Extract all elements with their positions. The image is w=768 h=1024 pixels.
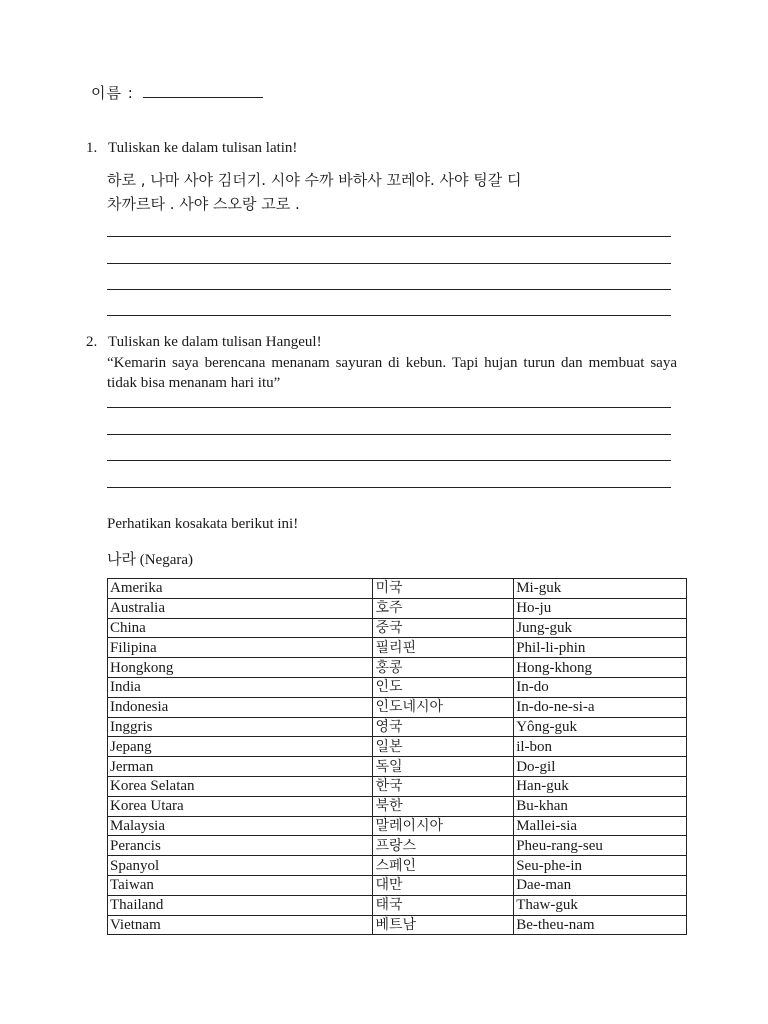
country-indonesian-cell: Malaysia — [108, 816, 373, 836]
name-field-row — [91, 82, 263, 103]
country-romanization-cell: In-do-ne-si-a — [514, 697, 687, 717]
country-hangeul-cell: 일본 — [373, 737, 514, 757]
country-indonesian-cell: Taiwan — [108, 875, 373, 895]
country-hangeul-cell: 홍콩 — [373, 658, 514, 678]
country-indonesian-cell: Australia — [108, 598, 373, 618]
question-1-number: 1. — [86, 140, 98, 156]
question-2-quote: “Kemarin saya berencana menanam sayuran di kebun. Tapi hujan turun dan membuat saya tidak bisa menanam hari itu” — [107, 355, 677, 391]
country-romanization-cell: In-do — [514, 677, 687, 697]
country-romanization-cell: Hong-khong — [514, 658, 687, 678]
country-hangeul-cell: 미국 — [373, 579, 514, 599]
country-romanization-cell: Han-guk — [514, 776, 687, 796]
country-romanization-cell: Yông-guk — [514, 717, 687, 737]
vocab-row — [108, 776, 687, 796]
country-indonesian-cell: Vietnam — [108, 915, 373, 935]
question-2-title — [86, 334, 322, 351]
country-indonesian-cell: China — [108, 618, 373, 638]
vocab-row — [108, 658, 687, 678]
name-label: 이름 : — [91, 84, 134, 102]
question-2-number: 2. — [86, 334, 98, 350]
vocab-row — [108, 697, 687, 717]
country-romanization-cell: Bu-khan — [514, 796, 687, 816]
country-romanization-cell: Mi-guk — [514, 579, 687, 599]
country-indonesian-cell: Perancis — [108, 836, 373, 856]
question-1-answer-line-1[interactable] — [107, 236, 671, 237]
country-romanization-cell: Phil-li-phin — [514, 638, 687, 658]
vocab-intro: Perhatikan kosakata berikut ini! — [107, 516, 299, 532]
country-indonesian-cell: Jerman — [108, 757, 373, 777]
vocab-table — [107, 578, 687, 935]
question-1-title — [86, 140, 297, 157]
country-hangeul-cell: 북한 — [373, 796, 514, 816]
question-2-answer-line-3[interactable] — [107, 460, 671, 461]
question-1-text-line-1: 하로 , 나마 사야 김더기. 시야 수까 바하사 꼬레야. 사야 팅갈 디 — [107, 171, 522, 189]
country-romanization-cell: Ho-ju — [514, 598, 687, 618]
country-hangeul-cell: 필리핀 — [373, 638, 514, 658]
country-indonesian-cell: Thailand — [108, 895, 373, 915]
vocab-row — [108, 856, 687, 876]
question-2-answer-line-4[interactable] — [107, 487, 671, 488]
country-hangeul-cell: 베트남 — [373, 915, 514, 935]
question-1-text-line-2: 차까르타 . 사야 스오랑 고로 . — [107, 195, 300, 213]
country-hangeul-cell: 프랑스 — [373, 836, 514, 856]
question-2-answer-line-1[interactable] — [107, 407, 671, 408]
country-indonesian-cell: Korea Utara — [108, 796, 373, 816]
vocab-table-body — [108, 579, 687, 935]
country-indonesian-cell: Amerika — [108, 579, 373, 599]
country-indonesian-cell: Korea Selatan — [108, 776, 373, 796]
country-hangeul-cell: 호주 — [373, 598, 514, 618]
vocab-row — [108, 836, 687, 856]
country-indonesian-cell: Filipina — [108, 638, 373, 658]
country-hangeul-cell: 영국 — [373, 717, 514, 737]
question-1-answer-line-3[interactable] — [107, 289, 671, 290]
country-romanization-cell: Thaw-guk — [514, 895, 687, 915]
country-indonesian-cell: India — [108, 677, 373, 697]
country-romanization-cell: Be-theu-nam — [514, 915, 687, 935]
vocab-row — [108, 717, 687, 737]
country-hangeul-cell: 말레이시아 — [373, 816, 514, 836]
country-hangeul-cell: 인도네시아 — [373, 697, 514, 717]
country-hangeul-cell: 독일 — [373, 757, 514, 777]
country-hangeul-cell: 중국 — [373, 618, 514, 638]
name-blank-line[interactable] — [143, 85, 263, 98]
country-indonesian-cell: Inggris — [108, 717, 373, 737]
vocab-row — [108, 598, 687, 618]
country-indonesian-cell: Indonesia — [108, 697, 373, 717]
vocab-title-korean: 나라 — [107, 550, 136, 568]
vocab-row — [108, 757, 687, 777]
vocab-row — [108, 875, 687, 895]
country-romanization-cell: Pheu-rang-seu — [514, 836, 687, 856]
country-indonesian-cell: Spanyol — [108, 856, 373, 876]
question-1-answer-line-4[interactable] — [107, 315, 671, 316]
vocab-row — [108, 638, 687, 658]
country-romanization-cell: Jung-guk — [514, 618, 687, 638]
vocab-row — [108, 618, 687, 638]
country-indonesian-cell: Hongkong — [108, 658, 373, 678]
question-1-instruction: Tuliskan ke dalam tulisan latin! — [108, 140, 298, 156]
vocab-title-indonesian: (Negara) — [139, 552, 194, 568]
vocab-row — [108, 579, 687, 599]
country-hangeul-cell: 스페인 — [373, 856, 514, 876]
country-romanization-cell: Do-gil — [514, 757, 687, 777]
country-hangeul-cell: 인도 — [373, 677, 514, 697]
vocab-row — [108, 915, 687, 935]
country-romanization-cell: Mallei-sia — [514, 816, 687, 836]
question-2-instruction: Tuliskan ke dalam tulisan Hangeul! — [108, 334, 322, 350]
country-hangeul-cell: 태국 — [373, 895, 514, 915]
vocab-title — [107, 548, 193, 569]
vocab-row — [108, 895, 687, 915]
country-indonesian-cell: Jepang — [108, 737, 373, 757]
country-romanization-cell: Dae-man — [514, 875, 687, 895]
question-1-korean-text — [107, 168, 687, 216]
country-romanization-cell: Seu-phe-in — [514, 856, 687, 876]
vocab-row — [108, 816, 687, 836]
country-romanization-cell: il-bon — [514, 737, 687, 757]
vocab-row — [108, 796, 687, 816]
vocab-row — [108, 737, 687, 757]
question-1-answer-line-2[interactable] — [107, 263, 671, 264]
question-2-answer-line-2[interactable] — [107, 434, 671, 435]
vocab-row — [108, 677, 687, 697]
country-hangeul-cell: 대만 — [373, 875, 514, 895]
country-hangeul-cell: 한국 — [373, 776, 514, 796]
